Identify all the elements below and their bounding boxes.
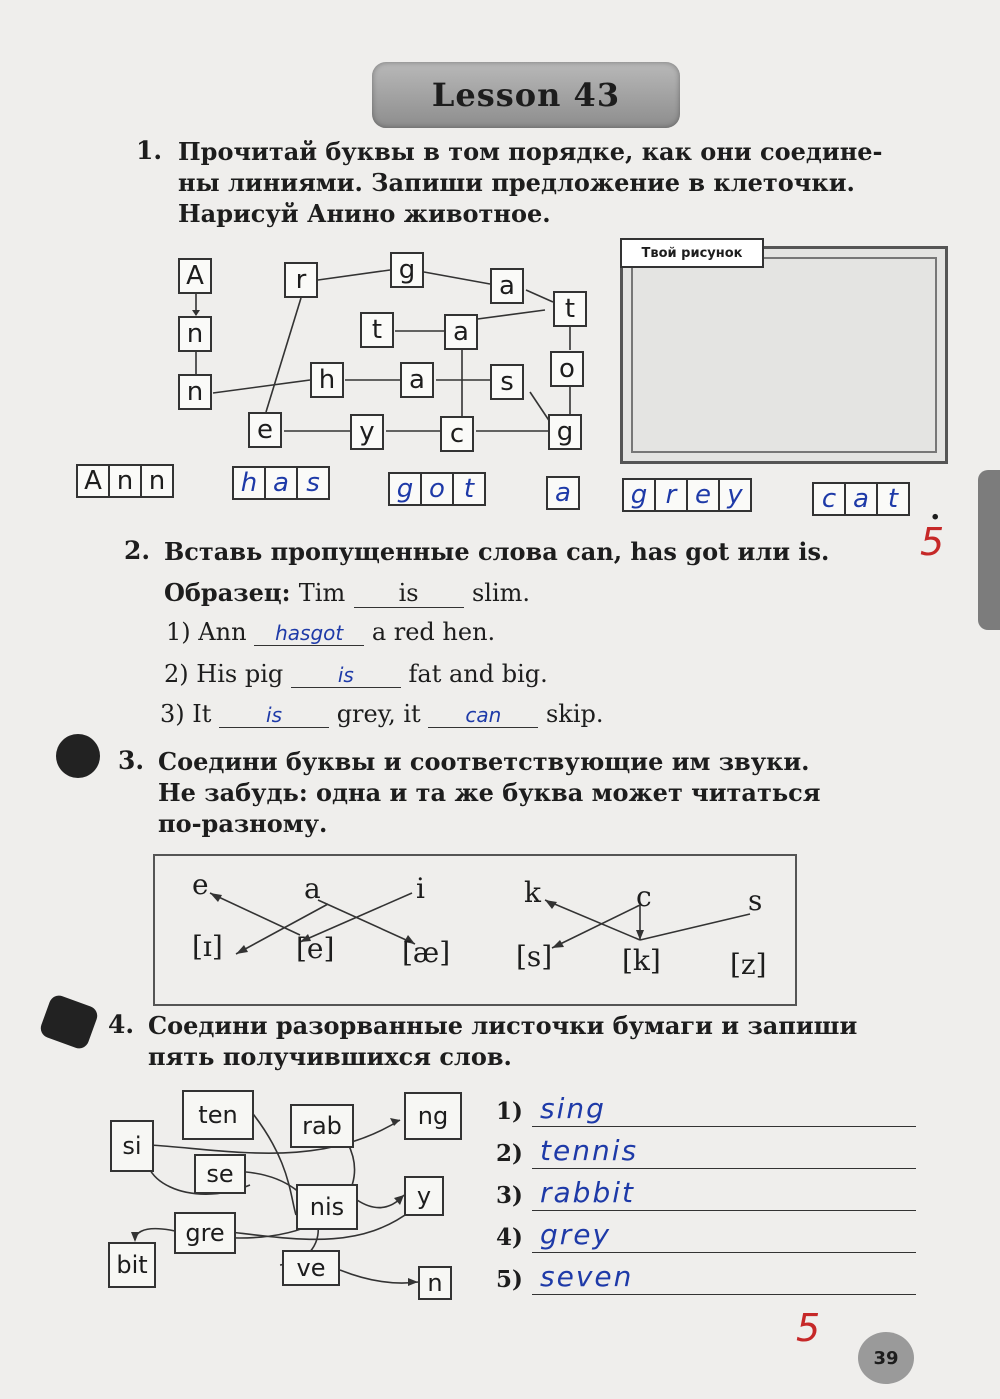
answer-cell[interactable]: c [812, 482, 846, 516]
letter-c: c [636, 880, 652, 913]
item-after: fat and big. [408, 660, 548, 688]
task2-number: 2. [124, 536, 151, 565]
item-fill[interactable]: hasgot [254, 621, 364, 646]
answer-row-5 [496, 1260, 916, 1300]
answer-word[interactable]: grey [540, 1218, 612, 1251]
answer-row-4 [496, 1218, 916, 1258]
answer-line [532, 1252, 916, 1253]
item-fill-2[interactable]: can [428, 703, 538, 728]
letter-box-e: e [248, 412, 282, 448]
answer-row-2 [496, 1134, 916, 1174]
answer-cell[interactable]: t [452, 472, 486, 506]
answer-number: 2) [496, 1140, 523, 1167]
task1-line-1: Прочитай буквы в том порядке, как они соедине- [178, 137, 883, 166]
letter-box-a2: a [444, 314, 478, 350]
task1-line-3: Нарисуй Анино животное. [178, 199, 551, 228]
paper-ten[interactable]: ten [182, 1090, 254, 1140]
sample-label: Образец: [164, 578, 291, 607]
task4-line-1: Соедини разорванные листочки бумаги и запиши [148, 1011, 858, 1040]
task3-number: 3. [118, 746, 145, 775]
paper-n[interactable]: n [418, 1266, 452, 1300]
task4-number: 4. [108, 1010, 135, 1039]
answer-number: 1) [496, 1098, 523, 1125]
answer-word[interactable]: rabbit [540, 1176, 635, 1209]
answer-cell: n [140, 464, 174, 498]
letter-box-r: r [284, 262, 318, 298]
letter-box-g: g [390, 252, 424, 288]
letter-i: i [416, 872, 425, 905]
answer-cell[interactable]: e [686, 478, 720, 512]
task1-grade: 5 [920, 520, 945, 564]
letter-a: a [304, 872, 321, 905]
answer-number: 4) [496, 1224, 523, 1251]
answer-cell[interactable]: a [844, 482, 878, 516]
letter-box-h: h [310, 362, 344, 398]
answer-row-3 [496, 1176, 916, 1216]
task3-line-1: Соедини буквы и соответствующие им звуки. [158, 747, 810, 776]
sound-ae: [æ] [402, 936, 451, 969]
task4-line-2: пять получившихся слов. [148, 1042, 512, 1071]
paper-gre[interactable]: gre [174, 1212, 236, 1254]
sound-k: [k] [622, 944, 661, 977]
sample-before: Tim [298, 579, 346, 607]
letter-box-y: y [350, 414, 384, 450]
page-number: 39 [858, 1332, 914, 1384]
answer-cell[interactable]: h [232, 466, 266, 500]
item-before: His pig [196, 660, 284, 688]
item-fill[interactable]: is [219, 703, 329, 728]
sound-z: [z] [730, 948, 767, 981]
letter-box-c: c [440, 416, 474, 452]
paper-ve[interactable]: ve [282, 1250, 340, 1286]
answer-cell: A [76, 464, 110, 498]
answer-line [532, 1294, 916, 1295]
task1-number: 1. [136, 136, 163, 165]
item-number: 2) [164, 660, 189, 688]
answer-cell[interactable]: t [876, 482, 910, 516]
item-after: skip. [545, 700, 604, 728]
answer-cell[interactable]: r [654, 478, 688, 512]
paper-ng[interactable]: ng [404, 1092, 462, 1140]
letter-box-t2: t [360, 312, 394, 348]
answer-line [532, 1168, 916, 1169]
letter-box-g2: g [548, 414, 582, 450]
letter-box-A: A [178, 258, 212, 294]
item-fill[interactable]: is [291, 663, 401, 688]
letter-box-n1: n [178, 316, 212, 352]
answer-row-1 [496, 1092, 916, 1132]
drawing-label: Твой рисунок [620, 238, 764, 268]
letter-box-s: s [490, 364, 524, 400]
item-middle: grey, it [336, 700, 421, 728]
answer-cell[interactable]: y [718, 478, 752, 512]
paper-y[interactable]: y [404, 1176, 444, 1216]
answer-word[interactable]: tennis [540, 1134, 639, 1167]
letter-box-o: o [550, 351, 584, 387]
item-number: 3) [160, 700, 185, 728]
task3-line-3: по-разному. [158, 809, 328, 838]
answer-cell[interactable]: a [264, 466, 298, 500]
answer-cell: n [108, 464, 142, 498]
letter-k: k [524, 876, 541, 909]
answer-word[interactable]: sing [540, 1092, 606, 1125]
task4-grade: 5 [796, 1306, 821, 1350]
item-number: 1) [166, 618, 191, 646]
letter-box-a3: a [400, 362, 434, 398]
answer-number: 5) [496, 1266, 523, 1293]
letter-e: e [192, 868, 209, 901]
paper-bit[interactable]: bit [108, 1242, 156, 1288]
paper-si[interactable]: si [110, 1120, 154, 1172]
letter-box-n2: n [178, 374, 212, 410]
sample-fill: is [354, 579, 464, 608]
letter-box-t1: t [553, 291, 587, 327]
task3-line-2: Не забудь: одна и та же буква может читаться [158, 778, 821, 807]
answer-cell[interactable]: g [622, 478, 656, 512]
answer-cell[interactable]: o [420, 472, 454, 506]
letter-box-a1: a [490, 268, 524, 304]
letter-s: s [748, 884, 763, 917]
paper-rab[interactable]: rab [290, 1104, 354, 1148]
answer-cell[interactable]: a [546, 476, 580, 510]
item-before: It [192, 700, 212, 728]
answer-number: 3) [496, 1182, 523, 1209]
paper-nis[interactable]: nis [296, 1184, 358, 1230]
task2-instructions: Вставь пропущенные слова can, has got или is. [164, 537, 830, 566]
answer-line [532, 1126, 916, 1127]
paper-se[interactable]: se [194, 1154, 246, 1194]
answer-line [532, 1210, 916, 1211]
sample-after: slim. [471, 579, 531, 607]
answer-cell[interactable]: g [388, 472, 422, 506]
answer-word[interactable]: seven [540, 1260, 634, 1293]
task1-line-2: ны линиями. Запиши предложение в клеточки. [178, 168, 855, 197]
item-after: a red hen. [371, 618, 496, 646]
answer-cell[interactable]: s [296, 466, 330, 500]
lesson-title: Lesson 43 [372, 62, 680, 128]
item-before: Ann [198, 618, 247, 646]
sound-e: [e] [296, 932, 335, 965]
sentence-period: . [930, 492, 941, 527]
sound-s: [s] [516, 940, 553, 973]
sound-i: [ɪ] [192, 930, 223, 963]
